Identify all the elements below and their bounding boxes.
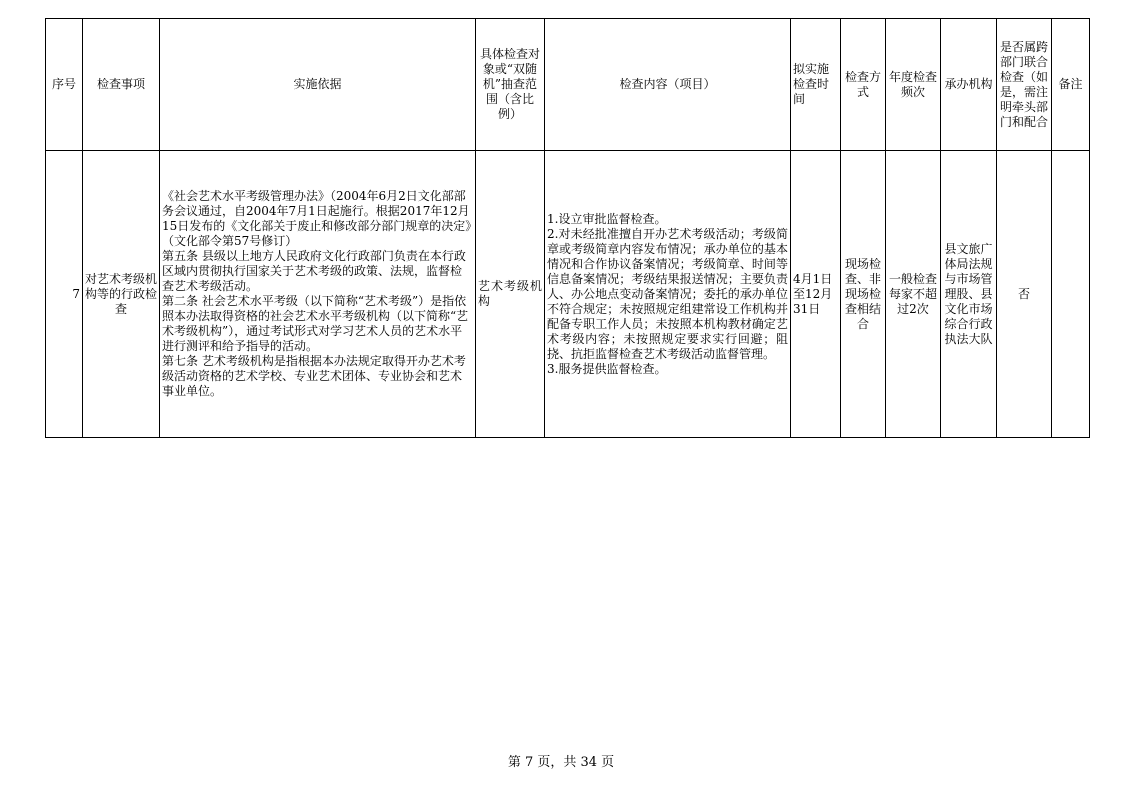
- header-content: 检查内容（项目）: [545, 19, 791, 151]
- header-note: 备注: [1052, 19, 1090, 151]
- header-method: 检查方式: [841, 19, 886, 151]
- table-header-row: [46, 19, 1090, 151]
- cell-method: 现场检查、非现场检查相结合: [841, 151, 886, 438]
- cell-note: [1052, 151, 1090, 438]
- cell-freq: 一般检查每家不超过2次: [886, 151, 941, 438]
- header-basis: 实施依据: [160, 19, 476, 151]
- cell-scope: 艺术考级机构: [476, 151, 545, 438]
- cell-org: 县文旅广体局法规与市场管理股、县文化市场综合行政执法大队: [941, 151, 997, 438]
- content-item: 2.对未经批准擅自开办艺术考级活动；考级简章或考级简章内容发布情况；承办单位的基本情况和合作协议备案情况；考级简章、时间等信息备案情况；考级结果报送情况；主要负责人、办公地点变动备案情况；委托的承办单位不符合规定；未按照规定组建常设工作机构并配备专职工作人员；未按照本机构教材确定艺术考级内容；未按照规定要求实行回避；阻挠、抗拒监督检查艺术考级活动监督管理。: [547, 226, 788, 361]
- basis-paragraph: 第七条 艺术考级机构是指根据本办法规定取得开办艺术考级活动资格的艺术学校、专业艺术团体、专业协会和艺术事业单位。: [162, 354, 466, 398]
- content-item: 3.服务提供监督检查。: [547, 361, 667, 376]
- basis-paragraph: 《社会艺术水平考级管理办法》（2004年6月2日文化部部务会议通过，自2004年7月1日起施行。根据2017年12月15日发布的《文化部关于废止和修改部分部门规章的决定》（文化部令第57号修订）: [162, 189, 472, 248]
- basis-paragraph: 第二条 社会艺术水平考级（以下简称“艺术考级”）是指依照本办法取得资格的社会艺术水平考级机构（以下简称“艺术考级机构”），通过考试形式对学习艺术人员的艺术水平进行测评和给予指导的活动。: [162, 294, 469, 353]
- table-row: [46, 151, 1090, 438]
- content-item: 1.设立审批监督检查。: [547, 211, 667, 226]
- header-joint: 是否属跨部门联合检查（如是，需注明牵头部门和配合: [997, 19, 1052, 151]
- cell-time: 4月1日至12月31日: [791, 151, 841, 438]
- basis-paragraph: 第五条 县级以上地方人民政府文化行政部门负责在本行政区域内贯彻执行国家关于艺术考级的政策、法规，监督检查艺术考级活动。: [162, 249, 466, 293]
- cell-content: [545, 151, 791, 438]
- header-org: 承办机构: [941, 19, 997, 151]
- header-item: 检查事项: [83, 19, 160, 151]
- cell-joint: 否: [997, 151, 1052, 438]
- header-freq: 年度检查频次: [886, 19, 941, 151]
- header-scope: 具体检查对象或“双随机”抽查范围（含比例）: [476, 19, 545, 151]
- cell-basis: [160, 151, 476, 438]
- inspection-table: [45, 18, 1090, 438]
- header-seq: 序号: [46, 19, 83, 151]
- page-footer: 第 7 页，共 34 页: [507, 755, 615, 770]
- cell-seq: 7: [46, 151, 83, 438]
- cell-item: 对艺术考级机构等的行政检查: [83, 151, 160, 438]
- header-time: 拟实施检查时间: [791, 19, 841, 151]
